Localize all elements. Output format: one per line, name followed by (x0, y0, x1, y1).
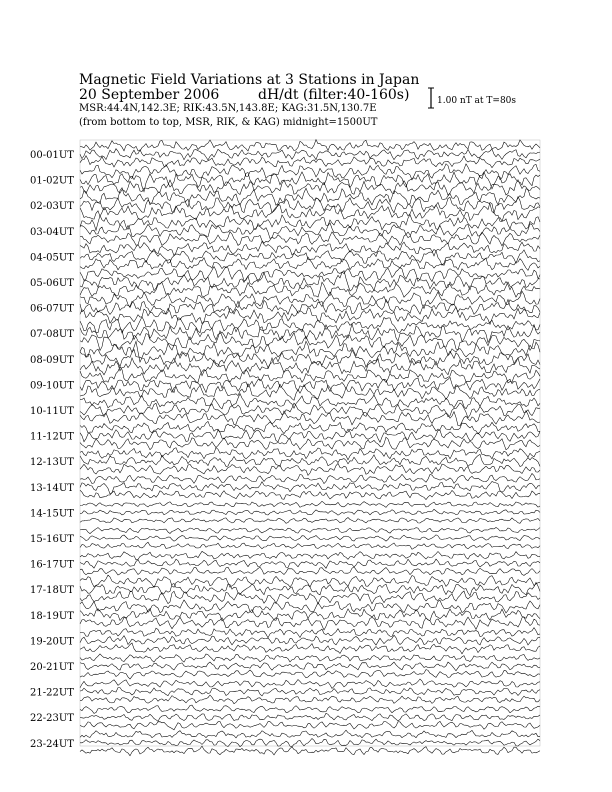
row-label: 20-21UT (30, 662, 74, 673)
trace-kag (80, 551, 540, 559)
row-label: 04-05UT (30, 252, 74, 264)
trace-kag (80, 241, 540, 256)
row-label: 15-16UT (30, 534, 74, 545)
trace-rik (80, 559, 540, 568)
station-order-note: (from bottom to top, MSR, RIK, & KAG) midnight=1500UT (79, 117, 378, 128)
trace-kag (80, 528, 540, 534)
trace-rik (80, 403, 540, 418)
trace-kag (80, 730, 540, 738)
row-label: 22-23UT (30, 713, 74, 725)
row-label: 11-12UT (30, 431, 74, 443)
trace-kag (80, 367, 540, 383)
trace-msr (80, 670, 540, 680)
row-label: 18-19UT (30, 610, 74, 622)
trace-msr (80, 542, 540, 549)
row-label: 08-09UT (30, 354, 74, 366)
trace-rik (80, 149, 540, 160)
station-coordinates: MSR:44.4N,142.3E; RIK:43.5N,143.8E; KAG:31.5N,130.7E (79, 103, 377, 114)
trace-rik (80, 662, 540, 671)
trace-rik (80, 250, 540, 266)
row-label: 12-13UT (30, 457, 74, 469)
row-label: 10-11UT (30, 406, 74, 417)
trace-msr (80, 156, 540, 168)
trace-rik (80, 429, 540, 442)
row-label: 19-20UT (30, 636, 74, 648)
trace-msr (80, 643, 540, 654)
trace-kag (80, 654, 540, 662)
row-label: 02-03UT (30, 201, 74, 213)
trace-msr (80, 384, 540, 401)
trace-rik (80, 739, 540, 747)
trace-kag (80, 215, 540, 231)
trace-kag (80, 600, 540, 613)
trace-msr (80, 567, 540, 576)
row-label: 09-10UT (30, 380, 74, 392)
trace-rik (80, 454, 540, 466)
trace-msr (80, 307, 540, 324)
trace-kag (80, 679, 540, 688)
row-label: 13-14UT (30, 482, 74, 494)
row-label: 01-02UT (30, 175, 74, 187)
trace-msr (80, 358, 540, 376)
trace-rik (80, 223, 540, 239)
row-label: 03-04UT (30, 226, 74, 238)
trace-msr (80, 518, 540, 524)
row-label: 14-15UT (30, 508, 74, 520)
trace-kag (80, 575, 540, 587)
trace-kag (80, 501, 540, 507)
trace-msr (80, 437, 540, 450)
chart-title: Magnetic Field Variations at 3 Stations in Japan (79, 72, 420, 88)
trace-msr (80, 695, 540, 704)
trace-kag (80, 188, 540, 207)
trace-msr (80, 721, 540, 729)
trace-rik (80, 713, 540, 721)
trace-msr (80, 617, 540, 630)
trace-kag (80, 394, 540, 409)
row-label: 21-22UT (30, 687, 74, 699)
trace-msr (80, 180, 540, 196)
trace-rik (80, 482, 540, 495)
trace-kag (80, 474, 540, 484)
trace-kag (80, 448, 540, 460)
row-label: 23-24UT (30, 738, 74, 750)
chart-date: 20 September 2006 (79, 87, 220, 103)
trace-rik (80, 688, 540, 696)
row-label: 06-07UT (30, 303, 74, 315)
trace-rik (80, 271, 540, 291)
trace-msr (80, 463, 540, 475)
trace-rik (80, 509, 540, 515)
trace-rik (80, 635, 540, 645)
row-label: 07-08UT (30, 329, 74, 341)
trace-kag (80, 140, 540, 151)
row-label: 16-17UT (30, 559, 74, 571)
trace-kag (80, 628, 540, 638)
trace-msr (80, 490, 540, 499)
trace-kag (80, 267, 540, 282)
trace-kag (80, 291, 540, 308)
row-label: 05-06UT (30, 278, 74, 289)
trace-kag (80, 705, 540, 713)
scale-label: 1.00 nT at T=80s (437, 96, 517, 106)
trace-msr (80, 257, 540, 270)
trace-rik (80, 535, 540, 541)
trace-msr (80, 746, 540, 756)
row-label: 00-01UT (30, 150, 74, 161)
row-label: 17-18UT (30, 585, 74, 597)
trace-rik (80, 197, 540, 213)
chart-quantity: dH/dt (filter:40-160s) (258, 87, 410, 103)
